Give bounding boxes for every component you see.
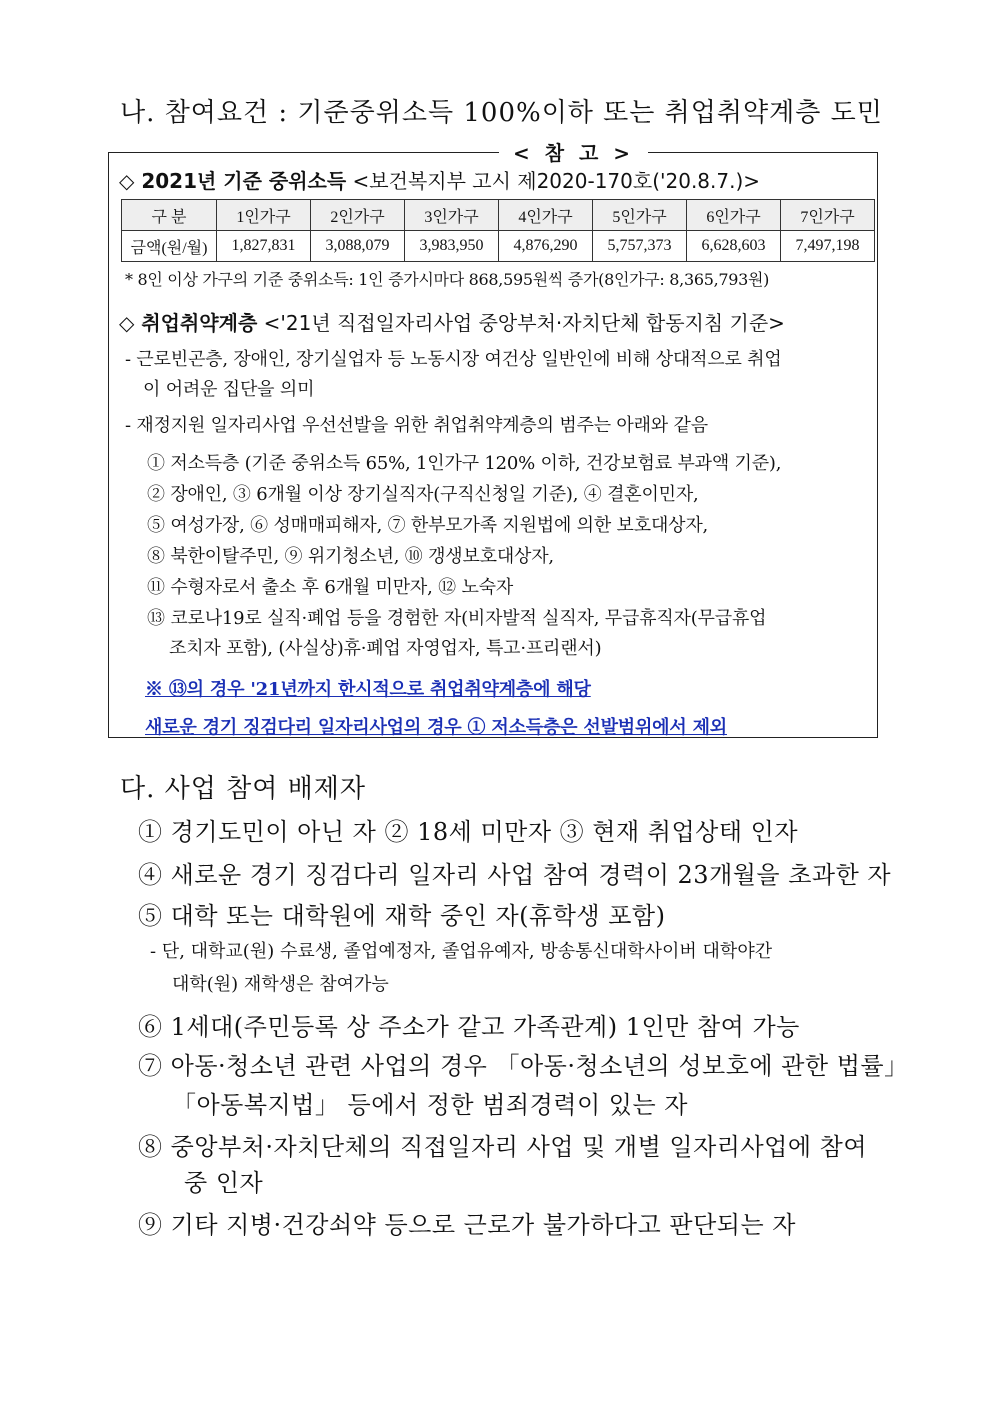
vulnerable-line: - 근로빈곤층, 장애인, 장기실업자 등 노동시장 여건상 일반인에 비해 상대적으로 취업 [125, 349, 782, 370]
exclusion-item: ④ 새로운 경기 징검다리 일자리 사업 참여 경력이 23개월을 초과한 자 [138, 861, 892, 889]
income-header-cell: 7인가구 [781, 200, 875, 231]
vulnerable-heading [119, 307, 785, 336]
income-heading-source: <보건복지부 고시 제2020-170호('20.8.7.)> [352, 169, 761, 193]
exclusion-item: ⑦ 아동·청소년 관련 사업의 경우 「아동·청소년의 성보호에 관한 법률」 [138, 1052, 909, 1080]
exclusion-item: ⑧ 중앙부처·자치단체의 직접일자리 사업 및 개별 일자리사업에 참여 [138, 1133, 867, 1161]
vulnerable-line: 이 어려운 집단을 의미 [143, 379, 315, 400]
income-row-label: 금액(원/월) [122, 231, 217, 262]
vulnerable-notice: 새로운 경기 징검다리 일자리사업의 경우 ① 저소득층은 선발범위에서 제외 [145, 717, 727, 738]
vulnerable-category: ⑪ 수형자로서 출소 후 6개월 미만자, ⑫ 노숙자 [147, 577, 514, 598]
exclusion-item-cont: 「아동복지법」 등에서 정한 범죄경력이 있는 자 [172, 1091, 688, 1119]
income-value-cell: 3,983,950 [405, 231, 499, 262]
reference-label: < 참 고 > [499, 137, 648, 166]
income-note: * 8인 이상 가구의 기준 중위소득: 1인 증가시마다 868,595원씩 증가(8인가구: 8,365,793원) [125, 270, 770, 289]
section-da-heading: 다. 사업 참여 배제자 [120, 774, 366, 804]
vulnerable-category: ⑧ 북한이탈주민, ⑨ 위기청소년, ⑩ 갱생보호대상자, [147, 546, 554, 567]
income-heading [119, 165, 760, 194]
income-table [121, 199, 875, 262]
income-header-cell: 구 분 [122, 200, 217, 231]
income-value-cell: 5,757,373 [593, 231, 687, 262]
income-value-cell: 4,876,290 [499, 231, 593, 262]
income-header-cell: 1인가구 [217, 200, 311, 231]
section-na-heading: 나. 참여요건 : 기준중위소득 100%이하 또는 취업취약계층 도민 [120, 98, 883, 128]
income-value-cell: 3,088,079 [311, 231, 405, 262]
income-header-cell: 2인가구 [311, 200, 405, 231]
exclusion-item: ⑥ 1세대(주민등록 상 주소가 같고 가족관계) 1인만 참여 가능 [138, 1013, 800, 1041]
income-header-cell: 6인가구 [687, 200, 781, 231]
income-header-cell: 3인가구 [405, 200, 499, 231]
exclusion-item: ⑤ 대학 또는 대학원에 재학 중인 자(휴학생 포함) [138, 902, 666, 930]
income-table-row [122, 231, 875, 262]
vulnerable-category: ② 장애인, ③ 6개월 이상 장기실직자(구직신청일 기준), ④ 결혼이민자, [147, 484, 699, 505]
exclusion-subnote: 대학(원) 재학생은 참여가능 [172, 974, 389, 995]
income-heading-title: ◇ 2021년 기준 중위소득 [119, 169, 347, 193]
vulnerable-heading-source: <'21년 직접일자리사업 중앙부처·자치단체 합동지침 기준> [263, 311, 785, 335]
vulnerable-line: - 재정지원 일자리사업 우선선발을 위한 취업취약계층의 범주는 아래와 같음 [125, 415, 708, 436]
vulnerable-category: ⑬ 코로나19로 실직·폐업 등을 경험한 자(비자발적 실직자, 무급휴직자(무급휴업 [147, 608, 767, 629]
vulnerable-category: ① 저소득층 (기준 중위소득 65%, 1인가구 120% 이하, 건강보험료 부과액 기준), [147, 453, 782, 474]
exclusion-item: ⑨ 기타 지병·건강쇠약 등으로 근로가 불가하다고 판단되는 자 [138, 1211, 796, 1239]
vulnerable-category: ⑤ 여성가장, ⑥ 성매매피해자, ⑦ 한부모가족 지원법에 의한 보호대상자, [147, 515, 709, 536]
income-value-cell: 1,827,831 [217, 231, 311, 262]
vulnerable-notice: ※ ⑬의 경우 '21년까지 한시적으로 취업취약계층에 해당 [145, 679, 591, 700]
vulnerable-category: 조치자 포함), (사실상)휴·폐업 자영업자, 특고·프리랜서) [169, 638, 602, 659]
income-value-cell: 6,628,603 [687, 231, 781, 262]
reference-box [108, 141, 878, 738]
income-value-cell: 7,497,198 [781, 231, 875, 262]
income-header-cell: 5인가구 [593, 200, 687, 231]
income-header-cell: 4인가구 [499, 200, 593, 231]
vulnerable-heading-title: ◇ 취업취약계층 [119, 311, 258, 335]
exclusion-subnote: - 단, 대학교(원) 수료생, 졸업예정자, 졸업유예자, 방송통신대학사이버 대학야간 [150, 941, 773, 962]
exclusion-item: ① 경기도민이 아닌 자 ② 18세 미만자 ③ 현재 취업상태 인자 [138, 818, 799, 846]
income-table-header-row [122, 200, 875, 231]
exclusion-item-cont: 중 인자 [184, 1169, 264, 1197]
